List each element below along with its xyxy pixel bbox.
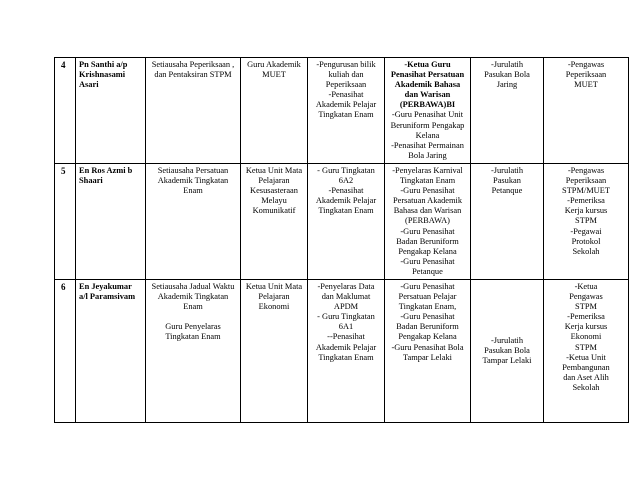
cocurricular-role: -Penyelaras Karnival Tingkatan Enam -Guru Penasihat Persatuan Akademik Bahasa dan Warisan (PERBAWA) -Guru Penasihat Badan Beruniform Pengakap Kelana -Guru Penasihat Petanque xyxy=(385,163,471,279)
cocurricular-role: -Ketua Guru Penasihat Persatuan Akademik Bahasa dan Warisan (PERBAWA)BI -Guru Penasihat Unit Beruniform Pengakap Kelana -Penasihat Permainan Bola Jaring xyxy=(385,58,471,164)
form-six-role: -Penyelaras Data dan Maklumat APDM - Guru Tingkatan 6A1 --Penasihat Akademik Pelajar Tingkatan Enam xyxy=(308,279,385,422)
form-six-role: -Pengurusan bilik kuliah dan Peperiksaan -Penasihat Akademik Pelajar Tingkatan Enam xyxy=(308,58,385,164)
coach-role: -Jurulatih Pasukan Petanque xyxy=(471,163,544,279)
table-row xyxy=(55,163,629,279)
secretary-role: Setiausaha Peperiksaan , dan Pentaksiran STPM xyxy=(146,58,241,164)
teacher-name: En Jeyakumar a/l Paramsivam xyxy=(76,279,146,422)
form-six-role: - Guru Tingkatan 6A2 -Penasihat Akademik Pelajar Tingkatan Enam xyxy=(308,163,385,279)
academic-role: Ketua Unit Mata Pelajaran Kesusasteraan Melayu Komunikatif xyxy=(241,163,308,279)
row-number: 4 xyxy=(55,58,76,164)
table-row xyxy=(55,279,629,422)
coach-role: -Jurulatih Pasukan Bola Tampar Lelaki xyxy=(471,279,544,422)
coach-role: -Jurulatih Pasukan Bola Jaring xyxy=(471,58,544,164)
teacher-name: En Ros Azmi b Shaari xyxy=(76,163,146,279)
academic-role: Guru Akademik MUET xyxy=(241,58,308,164)
secretary-role: Setiausaha Persatuan Akademik Tingkatan Enam xyxy=(146,163,241,279)
duty-table xyxy=(54,57,629,423)
table-row xyxy=(55,58,629,164)
teacher-name: Pn Santhi a/p Krishnasami Asari xyxy=(76,58,146,164)
row-number: 6 xyxy=(55,279,76,422)
examiner-role: -Pengawas Peperiksaan MUET xyxy=(544,58,629,164)
examiner-role: -Ketua Pengawas STPM -Pemeriksa Kerja kursus Ekonomi STPM -Ketua Unit Pembangunan dan Aset Alih Sekolah xyxy=(544,279,629,422)
row-number: 5 xyxy=(55,163,76,279)
academic-role: Ketua Unit Mata Pelajaran Ekonomi xyxy=(241,279,308,422)
cocurricular-role: -Guru Penasihat Persatuan Pelajar Tingkatan Enam, -Guru Penasihat Badan Beruniform Pengakap Kelana -Guru Penasihat Bola Tampar Lelaki xyxy=(385,279,471,422)
examiner-role: -Pengawas Peperiksaan STPM/MUET -Pemeriksa Kerja kursus STPM -Pegawai Protokol Sekolah xyxy=(544,163,629,279)
secretary-role: Setiausaha Jadual Waktu Akademik Tingkatan Enam Guru Penyelaras Tingkatan Enam xyxy=(146,279,241,422)
